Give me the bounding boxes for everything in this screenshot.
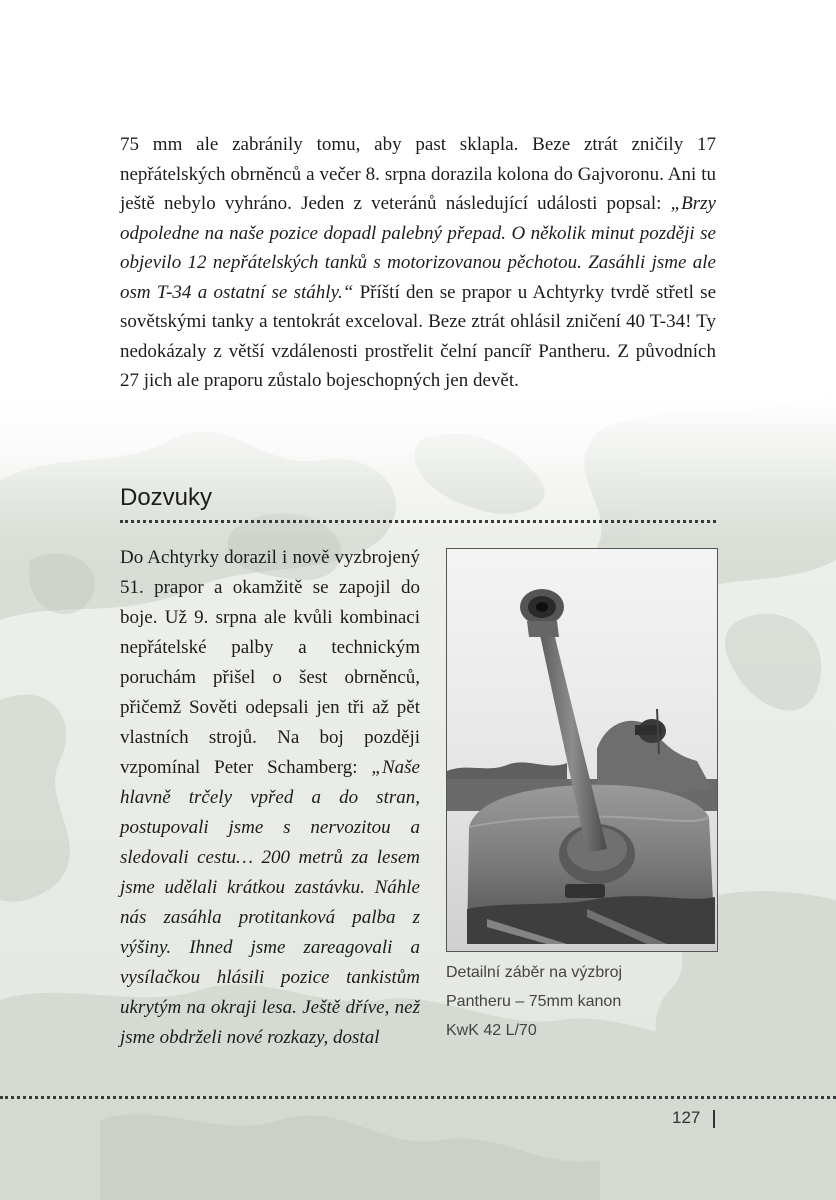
top-paragraph: [120, 130, 716, 396]
page-number-separator: [713, 1110, 715, 1128]
body-column-paragraph: [120, 543, 420, 1053]
tank-gun-photo: [446, 548, 718, 952]
body-column-quote: „Naše hlavně trčely vpřed a do stran, postupovali jsme s nervozitou a sledovali cestu… 200 metrů za lesem jsme udělali krátkou zastávku. Náhle nás zasáhla protitanková palba z výšiny. Ihned jsme zareagovali a vysílačkou hlásili pozice tankistům ukrytým na okraji lesa. Ještě dříve, než jsme obdrželi nové rozkazy, dostal: [120, 757, 420, 1048]
footer-dotted-rule: [0, 1096, 836, 1099]
top-paragraph-continuation: Příští den se prapor u Achtyrky tvrdě střetl se sovětskými tanky a tentokrát exceloval. Beze ztrát ohlásil zničení 40 T-34! Ty nedokázaly z větší vzdálenosti prostřelit čelní pancíř Pantheru. Z původních 27 jich ale praporu zůstalo bojeschopných jen devět.: [120, 281, 716, 391]
tank-gun-photo-illustration: [447, 549, 717, 951]
caption-line: Detailní záběr na výzbroj: [446, 964, 623, 981]
heading-dotted-rule: [120, 520, 716, 523]
page-number: 127: [672, 1108, 701, 1127]
top-paragraph-quote: „Brzy odpoledne na naše pozice dopadl palebný přepad. O několik minut později se objevilo 12 nepřátelských tanků s motorizovanou pěchotou. Zasáhli jsme ale osm T-34 a ostatní se stáhly.“: [120, 193, 716, 303]
photo-caption: [446, 958, 716, 1045]
top-paragraph-text: 75 mm ale zabránily tomu, aby past sklapla. Beze ztrát zničily 17 nepřátelských obrněnců a večer 8. srpna dorazila kolona do Gajvoronu. Ani tu ještě nebylo vyhráno. Jeden z veteránů následující události popsal:: [120, 134, 716, 214]
caption-line: KwK 42 L/70: [446, 1022, 537, 1039]
body-column-text: Do Achtyrky dorazil i nově vyzbrojený 51. prapor a okamžitě se zapojil do boje. Už 9. srpna ale kvůli kombinaci nepřátelské palby a technickým poruchám přišel o šest obrněnců, přičemž Sověti odepsali jen tři až pět vlastních strojů. Na boj později vzpomínal Peter Schamberg:: [120, 547, 420, 778]
caption-line: Pantheru – 75mm kanon: [446, 993, 622, 1010]
section-heading: Dozvuky: [120, 484, 213, 511]
